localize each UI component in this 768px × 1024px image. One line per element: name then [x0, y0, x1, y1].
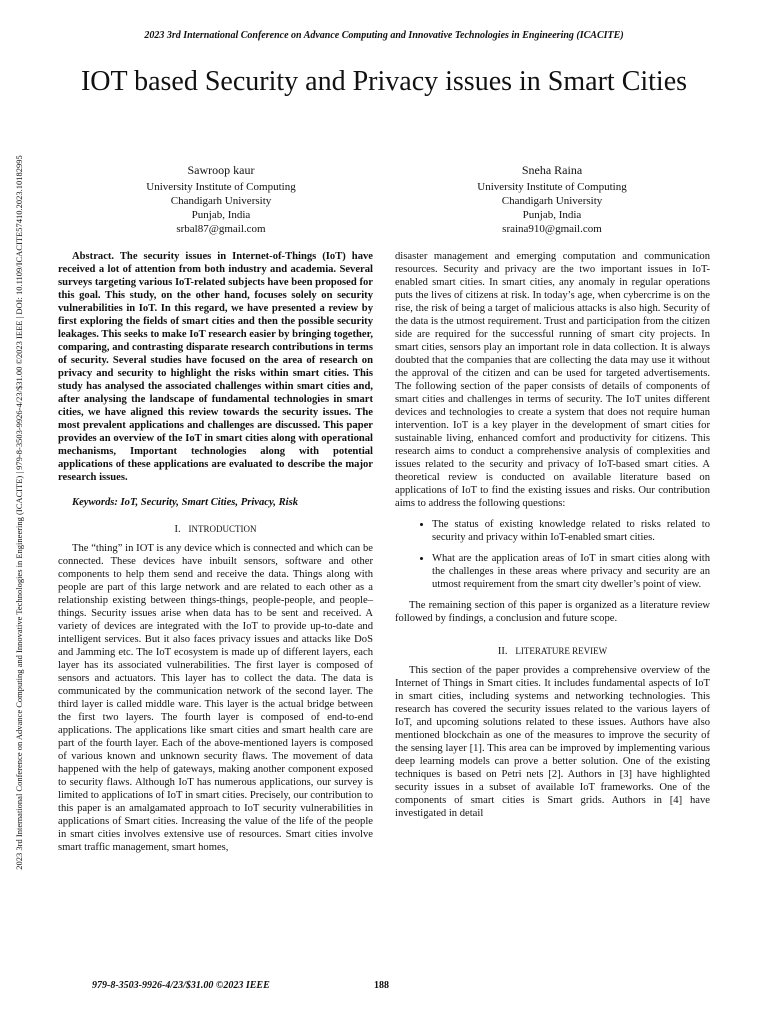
section-number: II. [497, 646, 508, 657]
literature-paragraph: This section of the paper provides a comprehensive overview of the Internet of Things in Smart cities. It includes fundamental aspects of IoT in smart cities, including systems and networking technologies. This research has covered the security issues related to the various layers of IoT, and upcoming solutions related to these issues. Authors have also mentioned blockchain as one of the measures to improve the security of the sensing layer [1]. This area can be improved by implementing various deep learning models can prove a better solution. One of the existing techniques is based on Petri nets [2]. Authors in [3] have highlighted security issues in a subset of available IoT frameworks. One of the components of smart cities is Smart grids. Authors in [4] have investigated in detail [395, 665, 710, 819]
author-university: Chandigarh University [170, 195, 272, 207]
list-item: • What are the application areas of IoT in smart cities along with the challenges in these areas where privacy and security are an utmost requirement from the smart city dweller’s point of view. [432, 552, 710, 591]
author-name: Sneha Raina [521, 163, 583, 177]
section-title: INTRODUCTION [188, 524, 257, 534]
section-title: LITERATURE REVIEW [515, 646, 608, 656]
author-university: Chandigarh University [501, 195, 603, 207]
doi-sidebar [12, 100, 26, 925]
paper-title: IOT based Security and Privacy issues in Smart Cities [80, 66, 688, 97]
author-name: Sawroop kaur [187, 163, 255, 177]
author-institute: University Institute of Computing [477, 181, 627, 193]
conference-header: 2023 3rd International Conference on Advance Computing and Innovative Technologies in Engineering (ICACITE) [144, 30, 624, 41]
introduction-paragraph: The “thing” in IOT is any device which is connected and which can be connected. These devices have inbuilt sensors, software and other components to help them send and receive the data. Things along with people are part of this large network and are related to each other as a relationship existing between things-things, people-people, and people–things. Security issues arise when data has to be sent and received. A variety of devices are integrated with the IoT to provide up-to-date and intelligent services. But it also faces privacy issues and attacks like DoS and Jamming etc. The IoT ecosystem is made up of different layers, each layer has its associated vulnerabilities. The first layer is composed of sensors and actuators. This layer has to collect the data. The data is communicated by the communication network of the second layer. The third layer is called middle ware. This layer is the actual bridge between the first two layers. The fourth layer is composed of end-to-end applications. The applications like smart cities and smart health care are part of the fourth layer. Each of the above-mentioned layers is composed of various known and unknown security flaws. The movement of data happened with the help of gateways, making another component exposed to security flaws. Although IoT has numerous applications, our survey is limited to applications of IoT in smart cities. Precisely, our contribution to this paper is an amalgamated approach to IoT security vulnerabilities in applications of Smart cities. Increasing the value of the life of the people in smart cities involves extensive use of resources. Smart cities involve smart traffic management, smart homes, [58, 543, 373, 853]
author-institute: University Institute of Computing [146, 181, 296, 193]
author-location: Punjab, India [191, 209, 251, 221]
abstract: Abstract. The security issues in Internet-of-Things (IoT) have received a lot of attention from both industry and academia. Several surveys targeting various IoT-related subjects have been proposed for this goal. This study, on the other hand, focuses solely on security vulnerabilities in IoT. In this regard, we have presented a review by first exploring the fields of smart cities and then the possible security leakages. This seeks to make IoT research easier by bringing together, comparing, and contrasting disparate research contributions in terms of security. Several studies have focused on the area of research on privacy and security to highlight the risks within smart cities. This study has analysed the associated challenges within smart cities and, after analysing the landscape of fundamental technologies in smart cities, we have aligned this review towards the security issues. The most prevalent applications and challenges are discussed. This paper provides an overview of the IoT in smart cities along with operational mechanisms, Important technologies along with potential applications of these applications are evaluated to describe the major research issues. [58, 251, 373, 483]
organization-paragraph: The remaining section of this paper is organized as a literature review followed by findings, a conclusion and future scope. [395, 600, 710, 624]
doi-sidebar-text: 2023 3rd International Conference on Advance Computing and Innovative Technologies in Engineering (ICACITE) | 979-8-3503-9926-4/23/$31.00 ©2023 IEEE | DOI: 10.1109/ICACITE57410.2023.10182995 [14, 155, 24, 870]
questions-list [395, 518, 710, 591]
author-block-2 [442, 163, 662, 236]
author-email[interactable]: sraina910@gmail.com [502, 223, 602, 235]
author-email[interactable]: srbal87@gmail.com [176, 223, 266, 235]
page-number: 188 [374, 980, 389, 991]
author-block-1 [111, 163, 331, 236]
left-column [58, 250, 373, 854]
keywords: Keywords: IoT, Security, Smart Cities, Privacy, Risk [72, 497, 299, 508]
section-heading-literature-review [395, 645, 710, 658]
right-column [395, 250, 710, 820]
section-number: I. [174, 524, 181, 535]
footer-isbn: 979-8-3503-9926-4/23/$31.00 ©2023 IEEE [92, 980, 270, 991]
list-item: • The status of existing knowledge related to risks related to security and privacy within IoT-enabled smart cities. [432, 518, 710, 544]
section-heading-introduction [58, 523, 373, 536]
author-location: Punjab, India [522, 209, 582, 221]
continued-paragraph: disaster management and emerging computation and communication resources. Security and privacy are the two important issues in IoT-enabled smart cities. In smart cities, any anomaly in regular operations puts the lives of citizens at risk. In today’s age, when cybercrime is on the rise, the risk of being a target of malicious attacks is also high. Security of the data is the utmost requirement. Trust and participation from the citizen side are required for the successful running of smart city projects. In smart cities, sensors play an important role in data collection. It is always doubted that the companies that are collecting the data may use it without the approval of the citizen and can be used for targeted advertisements. The following section of the paper consists of details of components of smart cities and challenges in terms of security. The IoT unites different devices and technologies to create a system that does not require human intervention. IoT is a key player in the development of smart cities for sustainable living, enhanced comfort and productivity for citizens. This research aims to conduct a comprehensive analysis of complexities and issues related to the security and privacy of IoT-based smart cities. A theoretical review is conducted on available literature based on applications of IoT to find the existing issues and risks. Our contribution aims to address the following questions: [395, 251, 710, 509]
